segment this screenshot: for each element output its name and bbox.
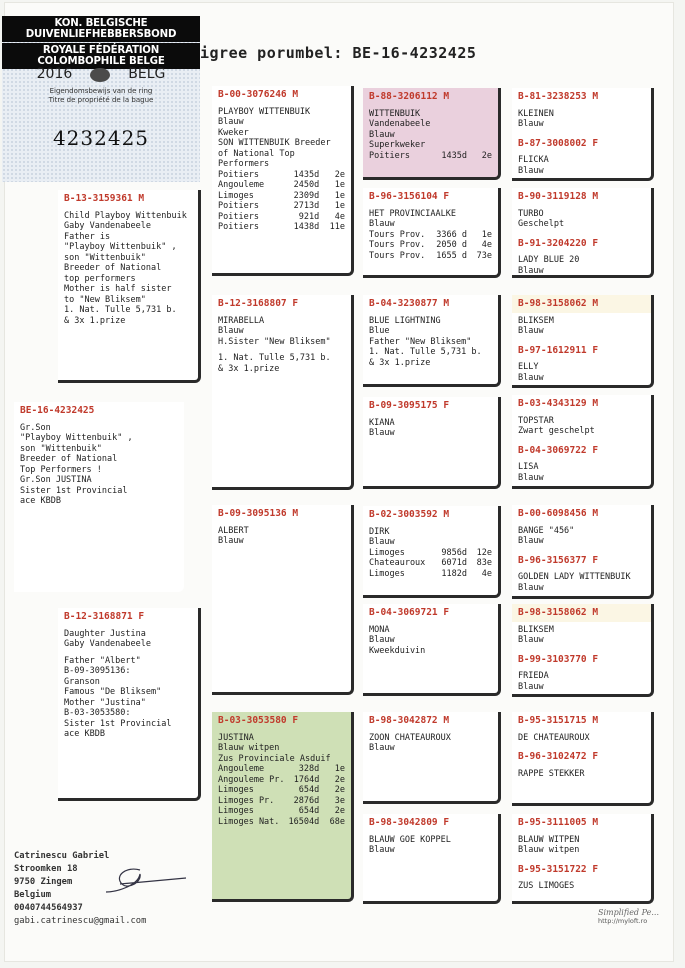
pigeon-info-line: BLIKSEM	[518, 624, 554, 635]
ring-number: B-96-3156104 F	[369, 191, 450, 202]
pigeon-info-line: MIRABELLA	[218, 315, 265, 326]
pigeon-info-line: Blauw	[518, 635, 544, 645]
ring-number-male: B-98-3158062 M	[518, 298, 599, 309]
race-name: Poitiers	[218, 211, 259, 222]
race-place: 11e	[329, 222, 345, 232]
race-result-row	[218, 222, 345, 233]
race-place: 73e	[476, 250, 492, 261]
pigeon-info-line: Blauw	[369, 428, 395, 438]
pigeon-info-line: Child Playboy Wittenbuik	[64, 210, 187, 221]
ring-number-male: B-95-3111005 M	[518, 817, 599, 828]
pigeon-info-line: Kweker	[218, 127, 249, 138]
ring-number: B-04-3230877 M	[369, 298, 450, 309]
pigeon-info-line: Blauw	[518, 165, 544, 176]
race-name: Angouleme Pr.	[218, 774, 285, 785]
owner-city: 9750 Zingem	[14, 877, 73, 887]
pigeon-info-line: DE CHATEAUROUX	[518, 732, 590, 743]
ring-number-female: B-87-3008002 F	[518, 137, 599, 149]
watermark-url: http://myloft.ro	[598, 917, 648, 925]
race-birds: 921d	[298, 211, 320, 222]
ring-number: B-98-3042809 F	[369, 817, 450, 828]
pigeon-info-line: Zus Provinciale Asduif	[218, 753, 331, 764]
pigeon-info-line: BANGE "456"	[518, 525, 575, 536]
race-name: Tours Prov.	[369, 229, 426, 240]
race-place: 3e	[334, 795, 345, 806]
race-name: Limoges Nat.	[218, 816, 280, 827]
ring-number: B-00-3076246 M	[218, 89, 299, 100]
race-result-row	[369, 230, 492, 241]
pigeon-info-line: ace KBDB	[64, 729, 105, 739]
race-place: 2e	[334, 774, 345, 785]
ring-number: B-88-3206112 M	[369, 91, 450, 102]
race-result-row	[369, 558, 492, 569]
owner-name: Catrinescu Gabriel	[14, 851, 110, 861]
race-name: Limoges	[218, 785, 254, 795]
pigeon-card-subject	[14, 402, 184, 592]
handwritten-signature	[96, 862, 192, 902]
ring-number: B-02-3003592 M	[369, 509, 450, 520]
ring-number-male: B-81-3238253 M	[518, 91, 599, 102]
pigeon-info-line: Blauw	[369, 219, 395, 229]
race-result-row	[369, 251, 492, 262]
race-place: 4e	[334, 211, 345, 222]
race-result-row	[369, 151, 492, 162]
pigeon-pair-card	[512, 395, 654, 489]
pigeon-info-line: 1. Nat. Tulle 5,731 b.	[218, 353, 331, 363]
pigeon-info-line: BLAUW WITPEN	[518, 834, 580, 845]
race-name: Poitiers	[218, 201, 259, 211]
race-birds: 1438d	[293, 222, 320, 232]
pigeon-info-line: Gaby Vandenabeele	[64, 639, 151, 649]
pigeon-info-line: Blauw witpen	[518, 845, 580, 855]
pigeon-info-line: Blauw	[518, 119, 544, 129]
pigeon-info-line: Blue	[369, 326, 390, 336]
pigeon-card-ddd	[363, 814, 501, 904]
pigeon-info-line: ZOON CHATEAUROUX	[369, 732, 451, 743]
federation-name-fr: ROYALE FÉDÉRATION COLOMBOPHILE BELGE	[2, 43, 200, 69]
race-place: 4e	[481, 240, 492, 250]
pigeon-info-line: SON WITTENBUIK Breeder	[218, 138, 331, 148]
pigeon-info-line: H.Sister "New Bliksem"	[218, 336, 331, 347]
race-birds: 9856d	[441, 547, 468, 558]
pigeon-info-line: ace KBDB	[20, 496, 61, 506]
page-title: igree porumbel: BE-16-4232425	[200, 44, 477, 62]
pigeon-info-line: Blauw	[518, 265, 544, 276]
pigeon-card-dds	[363, 712, 501, 804]
race-place: 12e	[476, 547, 492, 558]
race-birds: 1435d	[293, 169, 320, 180]
pigeon-info-line: FLICKA	[518, 155, 549, 165]
federation-emblem-icon	[90, 68, 110, 82]
ring-number-female: B-97-1612911 F	[518, 344, 599, 356]
ring-number-female: B-95-3151722 F	[518, 863, 599, 875]
pigeon-info-line: WITTENBUIK	[369, 108, 421, 119]
race-place: 2e	[334, 169, 345, 180]
pigeon-info-line: MONA	[369, 624, 390, 635]
pigeon-info-line: TURBO	[518, 208, 544, 219]
pigeon-info-line: Blauw	[218, 326, 244, 336]
race-name: Limoges	[369, 568, 405, 579]
race-name: Limoges	[369, 547, 405, 558]
race-result-row	[369, 569, 492, 580]
pigeon-pair-card	[512, 295, 654, 388]
pigeon-info-line: Breeder of National	[64, 263, 162, 273]
watermark: Simplified Pe... http://myloft.ro	[598, 908, 659, 925]
pigeon-info-line: Daughter Justina	[64, 628, 146, 639]
pigeon-pair-card	[512, 604, 654, 697]
pigeon-info-line: PLAYBOY WITTENBUIK	[218, 106, 311, 117]
race-birds: 2050 d	[436, 240, 468, 250]
pigeon-info-line: B-09-3095136:	[64, 666, 131, 676]
pigeon-info-line: Blauw	[218, 536, 244, 546]
pigeon-info-line: Blauw	[518, 472, 544, 483]
race-name: Limoges	[218, 190, 254, 201]
pigeon-info-line: TOPSTAR	[518, 415, 554, 426]
pigeon-info-line: ALBERT	[218, 525, 249, 536]
pigeon-info-line: son "Wittenbuik"	[64, 252, 146, 263]
race-name: Tours Prov.	[369, 240, 426, 250]
pigeon-info-line: Blauw witpen	[218, 743, 280, 753]
pigeon-card-sire-dam	[212, 295, 354, 490]
ring-number: BE-16-4232425	[20, 405, 95, 416]
ring-number: B-98-3042872 M	[369, 715, 450, 726]
race-name: Limoges Pr.	[218, 795, 275, 806]
pigeon-info-line: Blauw	[369, 537, 395, 547]
ownership-note: Eigendomsbewijs van de ring Titre de propriété de la bague	[48, 87, 154, 104]
ring-number-male: B-00-6098456 M	[518, 508, 599, 519]
ring-number-female: B-99-3103770 F	[518, 653, 599, 665]
pigeon-info-line: ZUS LIMOGES	[518, 881, 575, 891]
race-place: 4e	[481, 568, 492, 579]
pigeon-card-ssd	[363, 188, 501, 278]
pigeon-info-line: RAPPE STEKKER	[518, 768, 585, 779]
pigeon-info-line: GOLDEN LADY WITTENBUIK	[518, 572, 631, 582]
pigeon-info-line: Geschelpt	[518, 219, 565, 229]
pigeon-info-line: Blauw	[369, 129, 395, 140]
race-birds: 1764d	[293, 774, 320, 785]
pigeon-info-line: of National Top	[218, 148, 295, 159]
race-name: Poitiers	[369, 150, 410, 161]
pigeon-pair-card	[512, 712, 654, 806]
pigeon-pair-card	[512, 188, 654, 278]
race-result-row	[218, 170, 345, 181]
pigeon-info-line: "Playboy Wittenbuik" ,	[20, 433, 133, 443]
pigeon-info-line: Father "Albert"	[64, 655, 141, 666]
pigeon-card-dsd	[363, 604, 501, 696]
race-result-row	[369, 548, 492, 559]
pigeon-info-line: Gr.Son JUSTINA	[20, 475, 92, 485]
pigeon-info-line: Sister 1st Provincial	[20, 485, 128, 496]
pigeon-info-line: & 3x 1.prize	[218, 363, 280, 374]
race-place: 2e	[481, 150, 492, 161]
race-name: Poitiers	[218, 222, 259, 232]
ring-certificate	[2, 16, 200, 182]
pigeon-info-line: B-03-3053580:	[64, 708, 131, 718]
race-place: 1e	[334, 190, 345, 201]
race-birds: 2450d	[293, 180, 320, 190]
race-result-row	[218, 796, 345, 807]
pigeon-card-sire	[58, 190, 201, 383]
race-result-row	[218, 191, 345, 202]
pigeon-info-line: LADY BLUE 20	[518, 255, 580, 265]
pigeon-info-line: Mother is half sister	[64, 284, 172, 294]
race-place: 83e	[476, 558, 492, 568]
race-place: 1e	[481, 229, 492, 240]
pigeon-info-line: "Playboy Wittenbuik" ,	[64, 242, 177, 252]
race-birds: 1435d	[441, 150, 468, 161]
pigeon-info-line: 1. Nat. Tulle 5,731 b.	[369, 347, 482, 357]
pigeon-card-dam-sire	[212, 505, 354, 695]
race-result-row	[218, 806, 345, 817]
pigeon-pair-card	[512, 814, 654, 904]
pigeon-info-line: Kweekduivin	[369, 645, 426, 656]
ring-number-female: B-96-3156377 F	[518, 554, 599, 566]
pigeon-info-line: HET PROVINCIAALKE	[369, 208, 456, 219]
pigeon-info-line: BLAUW GOE KOPPEL	[369, 834, 451, 845]
pigeon-info-line: BLIKSEM	[518, 315, 554, 326]
pigeon-info-line: Granson	[64, 676, 100, 687]
pigeon-info-line: Blauw	[369, 635, 395, 645]
ring-number-male: B-03-4343129 M	[518, 398, 599, 409]
race-place: 2e	[334, 785, 345, 795]
pigeon-card-dss	[363, 506, 501, 598]
ring-country: BELG	[128, 66, 166, 82]
race-result-row	[218, 785, 345, 796]
race-name: Poitiers	[218, 169, 259, 180]
pigeon-info-line: Zwart geschelpt	[518, 426, 595, 436]
race-result-row	[218, 212, 345, 223]
ring-number-male: B-90-3119128 M	[518, 191, 599, 202]
pigeon-info-line: Vandenabeele	[369, 119, 431, 129]
pigeon-info-line: Top Performers !	[20, 464, 102, 475]
pigeon-info-line: Blauw	[518, 582, 544, 593]
pigeon-info-line: & 3x 1.prize	[369, 357, 431, 368]
race-birds: 16504d	[288, 816, 320, 827]
race-birds: 3366 d	[436, 229, 468, 240]
ring-number-female: B-04-3069722 F	[518, 444, 599, 456]
owner-street: Stroomken 18	[14, 864, 78, 874]
race-birds: 1182d	[441, 568, 468, 579]
race-result-row	[218, 775, 345, 786]
race-birds: 6071d	[441, 558, 468, 568]
pigeon-info-line: Mother "Justina"	[64, 697, 146, 708]
ring-number: B-13-3159361 M	[64, 193, 145, 204]
ring-number: B-09-3095136 M	[218, 508, 299, 519]
pigeon-info-line: Famous "De Bliksem"	[64, 687, 162, 697]
race-result-row	[218, 201, 345, 212]
pigeon-card-sss	[363, 88, 501, 180]
race-birds: 2309d	[293, 190, 320, 201]
race-birds: 2876d	[293, 795, 320, 806]
pigeon-info-line: 1. Nat. Tulle 5,731 b.	[64, 305, 177, 315]
pigeon-info-line: DIRK	[369, 526, 390, 537]
race-name: Tours Prov.	[369, 250, 426, 261]
race-birds: 654d	[298, 785, 320, 795]
ring-number-female: B-91-3204220 F	[518, 237, 599, 249]
pigeon-info-line: Blauw	[518, 372, 544, 383]
pigeon-pair-card	[512, 505, 654, 599]
pigeon-info-line: KLEINEN	[518, 108, 554, 119]
ring-number-male: B-95-3151715 M	[518, 715, 599, 726]
ring-number: B-12-3168871 F	[64, 611, 145, 622]
pigeon-info-line: Superkweker	[369, 140, 426, 150]
pigeon-info-line: & 3x 1.prize	[64, 315, 126, 326]
race-result-row	[369, 240, 492, 251]
pigeon-info-line: ELLY	[518, 362, 539, 372]
pigeon-info-line: FRIEDA	[518, 671, 549, 681]
race-birds: 328d	[298, 764, 320, 774]
owner-email: gabi.catrinescu@gmail.com	[14, 916, 147, 926]
race-place: 1e	[334, 201, 345, 211]
pigeon-info-line: to "New Bliksem"	[64, 294, 146, 305]
pigeon-info-line: Blauw	[518, 536, 544, 546]
pigeon-info-line: LISA	[518, 462, 539, 472]
pigeon-info-line: Blauw	[218, 117, 244, 127]
pigeon-info-line: Blauw	[518, 681, 544, 692]
race-place: 68e	[329, 816, 345, 827]
pigeon-info-line: JUSTINA	[218, 732, 254, 743]
pigeon-info-line: BLUE LIGHTNING	[369, 315, 441, 326]
race-birds: 2713d	[293, 201, 320, 211]
ring-number: B-03-3053580 F	[218, 715, 299, 726]
pigeon-info-line: KIANA	[369, 417, 395, 428]
pigeon-info-line: Performers	[218, 159, 270, 169]
pigeon-info-line: Father "New Bliksem"	[369, 336, 472, 347]
pigeon-info-line: Blauw	[518, 326, 544, 336]
federation-name-nl: KON. BELGISCHE DUIVENLIEFHEBBERSBOND	[2, 16, 200, 42]
pigeon-card-sdd	[363, 397, 501, 489]
race-place: 1e	[334, 180, 345, 190]
race-name: Angouleme	[218, 180, 265, 190]
owner-phone: 0040744564937	[14, 903, 83, 913]
pigeon-info-line: Breeder of National	[20, 454, 118, 464]
ring-number-male: B-98-3158062 M	[518, 607, 599, 618]
pigeon-info-line: Blauw	[369, 845, 395, 855]
race-result-row	[218, 817, 345, 828]
race-place: 2e	[334, 806, 345, 816]
ring-year: 2016	[36, 66, 73, 82]
race-birds: 1655 d	[436, 250, 468, 261]
race-result-row	[218, 180, 345, 191]
pigeon-info-line: Father is	[64, 231, 111, 242]
owner-country: Belgium	[14, 890, 52, 900]
pigeon-card-dam-dam	[212, 712, 354, 902]
pigeon-pair-card	[512, 88, 654, 181]
ring-number-female: B-96-3102472 F	[518, 751, 599, 762]
pigeon-info-line: Gr.Son	[20, 422, 51, 433]
race-name: Angouleme	[218, 764, 265, 774]
pigeon-card-sire-sire	[212, 86, 354, 276]
pigeon-info-line: Blauw	[369, 743, 395, 753]
race-result-row	[218, 764, 345, 775]
ring-number: B-12-3168807 F	[218, 298, 299, 309]
pigeon-card-dam	[58, 608, 201, 801]
race-name: Limoges	[218, 806, 254, 816]
pigeon-info-line: Gaby Vandenabeele	[64, 221, 151, 231]
ring-number: 4232425	[52, 126, 150, 150]
pigeon-info-line: Sister 1st Provincial	[64, 718, 172, 729]
race-name: Chateauroux	[369, 558, 426, 568]
pigeon-info-line: top performers	[64, 273, 136, 284]
race-birds: 654d	[298, 806, 320, 816]
ring-number: B-09-3095175 F	[369, 400, 450, 411]
pigeon-card-sds	[363, 295, 501, 387]
ring-number: B-04-3069721 F	[369, 607, 450, 618]
race-place: 1e	[334, 764, 345, 774]
pigeon-info-line: son "Wittenbuik"	[20, 443, 102, 454]
